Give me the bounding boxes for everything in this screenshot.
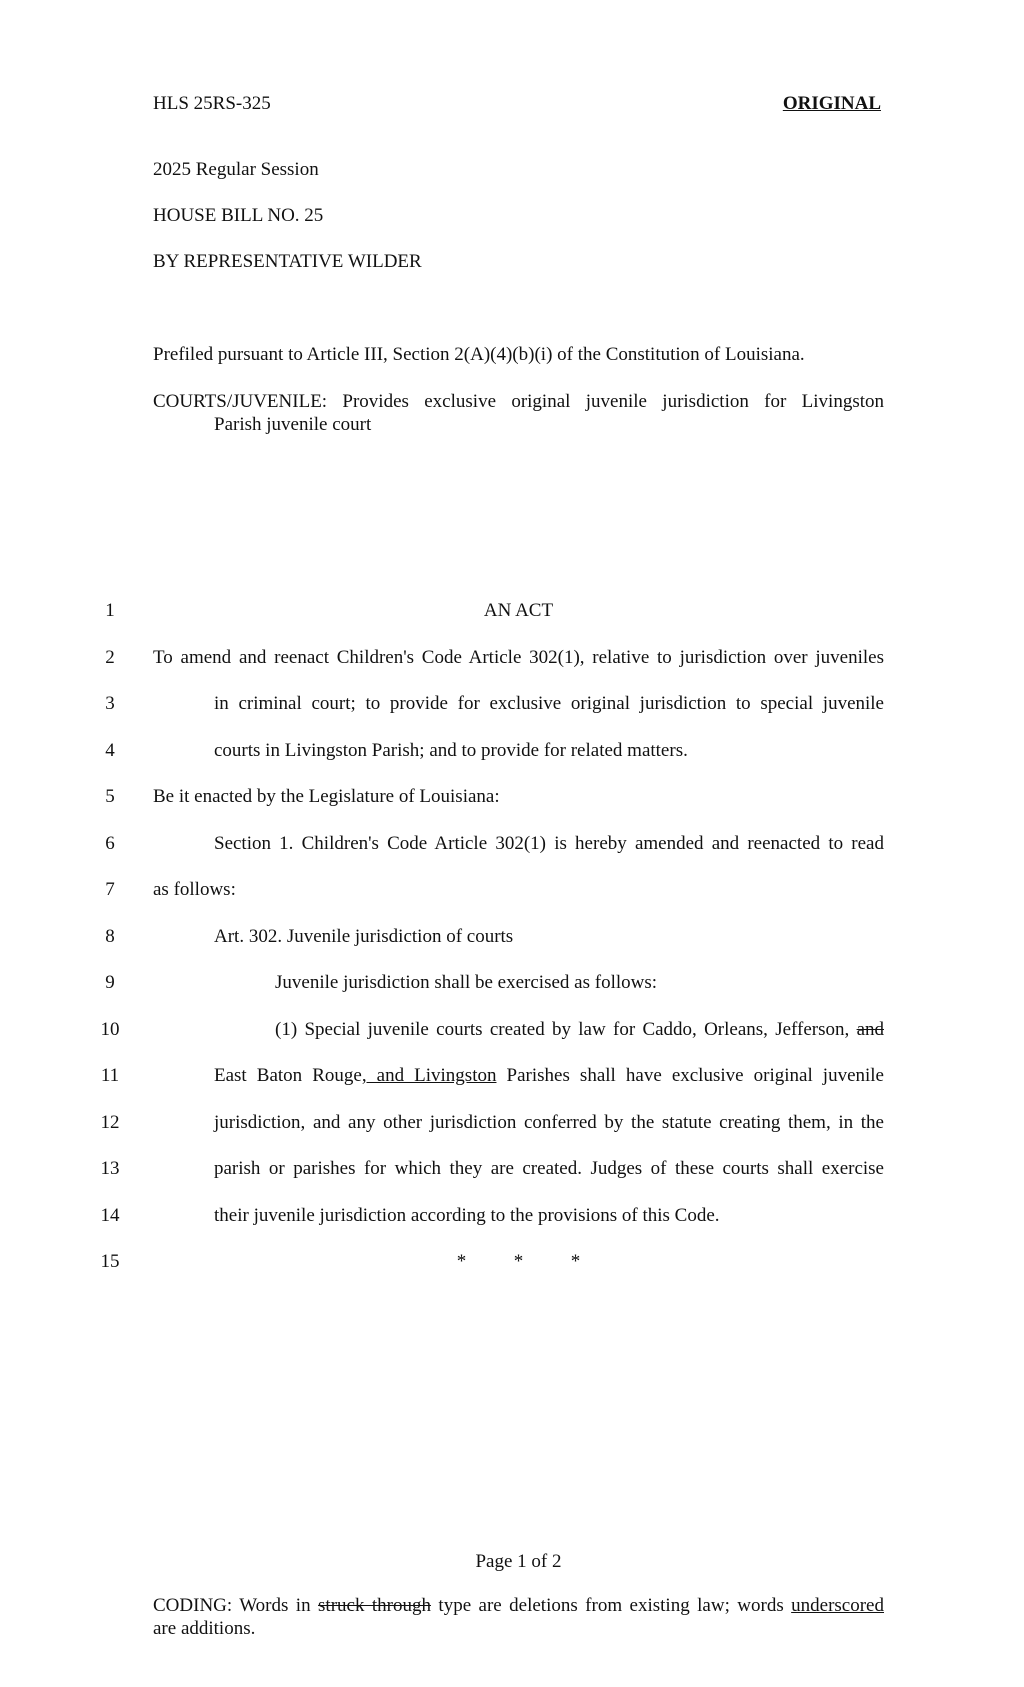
article-line-13: parish or parishes for which they are created. Judges of these courts shall exercise bbox=[214, 1158, 884, 1179]
line-number: 11 bbox=[100, 1065, 120, 1086]
bill-number: HOUSE BILL NO. 25 bbox=[153, 205, 324, 226]
coding-pre: CODING: Words in bbox=[153, 1595, 319, 1616]
coding-struck-sample: struck through bbox=[318, 1595, 431, 1616]
coding-line-1 bbox=[153, 1594, 884, 1617]
line-number: 9 bbox=[105, 972, 115, 993]
line-number: 1 bbox=[105, 600, 115, 621]
bill-author: BY REPRESENTATIVE WILDER bbox=[153, 251, 422, 272]
line-number: 8 bbox=[105, 926, 115, 947]
digest-line-2: Parish juvenile court bbox=[214, 414, 372, 435]
bill-digest bbox=[153, 390, 884, 436]
coding-legend bbox=[153, 1594, 884, 1640]
added-text: , and Livingston bbox=[361, 1065, 497, 1086]
line-number: 13 bbox=[100, 1158, 120, 1179]
line-number: 10 bbox=[100, 1019, 120, 1040]
line-number: 6 bbox=[105, 833, 115, 854]
section-line-6: Section 1. Children's Code Article 302(1) is hereby amended and reenacted to read bbox=[214, 833, 884, 854]
line-number: 2 bbox=[105, 647, 115, 668]
line-number: 15 bbox=[100, 1251, 120, 1272]
article-line-11 bbox=[214, 1064, 884, 1088]
coding-underscored-sample: underscored bbox=[791, 1595, 884, 1616]
coding-mid: type are deletions from existing law; words bbox=[430, 1595, 792, 1616]
article-line-10 bbox=[275, 1018, 884, 1042]
prefiled-note: Prefiled pursuant to Article III, Section 2(A)(4)(b)(i) of the Constitution of Louisiana. bbox=[153, 344, 805, 365]
session-label: 2025 Regular Session bbox=[153, 159, 319, 180]
line-number: 12 bbox=[100, 1112, 120, 1133]
line-number: 14 bbox=[100, 1205, 120, 1226]
section-line-7: as follows: bbox=[153, 879, 236, 900]
article-intro: Juvenile jurisdiction shall be exercised as follows: bbox=[275, 972, 658, 993]
line-10-text: (1) Special juvenile courts created by law for Caddo, Orleans, Jefferson, bbox=[275, 1019, 857, 1040]
act-title: AN ACT bbox=[483, 600, 554, 621]
deleted-text: and bbox=[856, 1019, 884, 1040]
act-line-4: courts in Livingston Parish; and to provide for related matters. bbox=[214, 740, 688, 761]
digest-line-1: COURTS/JUVENILE: Provides exclusive original juvenile jurisdiction for Livingston bbox=[153, 391, 884, 412]
act-line-3: in criminal court; to provide for exclusive original jurisdiction to special juvenile bbox=[214, 693, 884, 714]
article-line-14: their juvenile jurisdiction according to the provisions of this Code. bbox=[214, 1205, 720, 1226]
enacting-clause: Be it enacted by the Legislature of Louisiana: bbox=[153, 786, 500, 807]
page-number: Page 1 of 2 bbox=[475, 1551, 562, 1572]
omission-asterisks: * * * bbox=[456, 1251, 581, 1272]
line-number: 3 bbox=[105, 693, 115, 714]
line-11-pre: East Baton Rouge bbox=[214, 1065, 362, 1086]
coding-line-2: are additions. bbox=[153, 1618, 256, 1639]
line-number: 7 bbox=[105, 879, 115, 900]
bill-id: HLS 25RS-325 bbox=[153, 93, 271, 114]
act-line-2: To amend and reenact Children's Code Article 302(1), relative to jurisdiction over juveniles bbox=[153, 647, 884, 668]
status-label: ORIGINAL bbox=[782, 93, 881, 114]
article-line-12: jurisdiction, and any other jurisdiction conferred by the statute creating them, in the bbox=[214, 1112, 884, 1133]
article-heading: Art. 302. Juvenile jurisdiction of courts bbox=[214, 926, 514, 947]
line-11-post: Parishes shall have exclusive original juvenile bbox=[496, 1065, 884, 1086]
line-number: 5 bbox=[105, 786, 115, 807]
line-number: 4 bbox=[105, 740, 115, 761]
